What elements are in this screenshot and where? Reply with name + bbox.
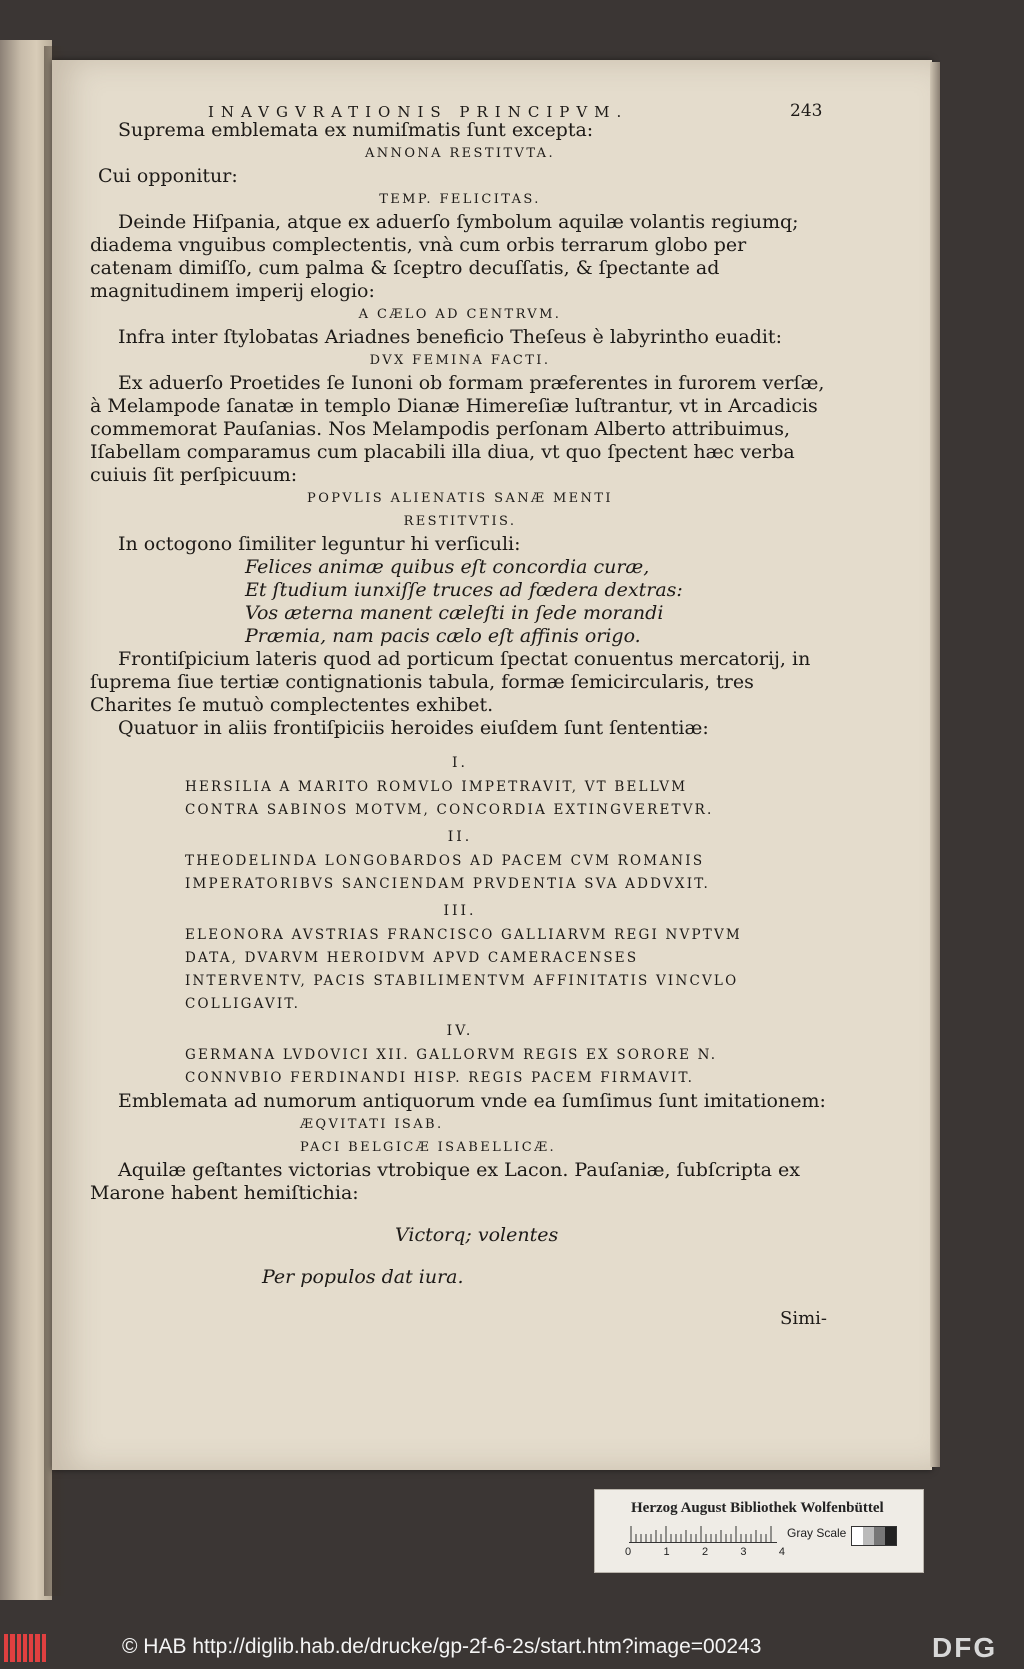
inscription-block: THEODELINDA LONGOBARDOS AD PACEM CVM ROMANIS IMPERATORIBVS SANCIENDAM PRVDENTIA SVA ADDVXIT.: [185, 853, 710, 892]
ruler-number: 3: [740, 1546, 747, 1558]
inscription-block: HERSILIA A MARITO ROMVLO IMPETRAVIT, VT BELLVM CONTRA SABINOS MOTVM, CONCORDIA EXTINGVERETVR.: [185, 779, 714, 818]
verse-line: Et ſtudium iunxiſſe truces ad fœdera dextras:: [245, 579, 683, 601]
source-url[interactable]: © HAB http://diglib.hab.de/drucke/gp-2f-6-2s/start.htm?image=00243: [122, 1635, 762, 1658]
inscription: DVX FEMINA FACTI.: [369, 353, 551, 368]
page-text: [90, 95, 830, 1334]
text-line: Emblemata ad numorum antiquorum vnde ea ſumſimus ſunt imitationem:: [118, 1090, 826, 1112]
gray-scale-swatch: [851, 1526, 897, 1546]
dfg-logo: DFG: [932, 1632, 998, 1663]
text-line: Cui opponitur:: [98, 165, 238, 187]
gray-scale-label: Gray Scale: [787, 1526, 847, 1540]
section-numeral: II.: [447, 829, 473, 845]
inscription: POPVLIS ALIENATIS SANÆ MENTI: [307, 491, 613, 506]
text-line: In octogono ſimiliter leguntur hi verſiculi:: [118, 533, 521, 555]
verse-line: Vos æterna manent cæleſti in ſede morandi: [245, 602, 664, 624]
viewer-footer: [0, 1628, 1024, 1669]
page-number: 243: [790, 101, 823, 121]
section-numeral: I.: [452, 755, 468, 771]
ruler-number: 4: [778, 1546, 785, 1558]
library-stamp: [594, 1489, 924, 1573]
paragraph: Ex aduerſo Proetides ſe Iunoni ob formam præferentes in furorem verſæ, à Melampode ſanatæ in templo Dianæ Himereſiæ luſtrantur, vt in Arcadicis commemorat Pauſanias. Nos Melampodis perſonam Alberto attribuimus, Iſabellam comparamus cum placabili illa diua, vt quo ſpectent hæc verba cuiuis ſit perſpicuum:: [90, 372, 825, 486]
paragraph: Frontiſpicium lateris quod ad porticum ſpectat conuentus mercatorij, in ſuprema ſiue tertiæ contignationis tabula, formæ ſemicircularis, tres Charites ſe mutuò complectentes exhibet.: [90, 648, 811, 716]
inscription: TEMP. FELICITAS.: [379, 192, 541, 207]
section-numeral: IV.: [446, 1023, 474, 1039]
inscription: PACI BELGICÆ ISABELLICÆ.: [300, 1140, 557, 1155]
ruler-number: 0: [625, 1546, 632, 1558]
verse-line: Præmia, nam pacis cælo eſt affinis origo.: [245, 625, 641, 647]
paragraph: Deinde Hiſpania, atque ex aduerſo ſymbolum aquilæ volantis regiumq; diadema vnguibus complectentis, vnà cum orbis terrarum globo per catenam dimiſſo, cum palma & ſceptro decuſſatis, & ſpectante ad magnitudinem imperij elogio:: [90, 211, 799, 302]
ruler-number: 2: [701, 1546, 709, 1558]
page-edge: [930, 62, 940, 1467]
paragraph: Aquilæ geſtantes victorias vtrobique ex Lacon. Pauſaniæ, ſubſcripta ex Marone habent hemiſtichia:: [90, 1159, 800, 1204]
header-title: INAVGVRATIONIS PRINCIPVM.: [208, 103, 629, 121]
ruler: [629, 1522, 777, 1543]
text-line: Infra inter ſtylobatas Ariadnes beneficio Theſeus è labyrintho euadit:: [118, 326, 782, 348]
ruler-number: 1: [663, 1546, 670, 1558]
inscription-block: GERMANA LVDOVICI XII. GALLORVM REGIS EX SORORE N. CONNVBIO FERDINANDI HISP. REGIS PACEM FIRMAVIT.: [185, 1047, 718, 1086]
stamp-title: Herzog August Bibliothek Wolfenbüttel: [631, 1500, 884, 1516]
verse-line: Felices animæ quibus eſt concordia curæ,: [245, 556, 650, 578]
catchword: Simi-: [780, 1308, 827, 1329]
inscription-block: ELEONORA AVSTRIAS FRANCISCO GALLIARVM REGI NVPTVM DATA, DVARVM HEROIDVM APVD CAMERACENSES INTERVENTV, PACIS STABILIMENTVM AFFINITATIS VINCVLO COLLIGAVIT.: [185, 927, 742, 1012]
ruler-numbers: [625, 1546, 785, 1558]
running-header: [90, 95, 830, 119]
verse-line: Victorq; volentes: [395, 1224, 559, 1246]
verse-line: Per populos dat iura.: [262, 1266, 464, 1288]
text-line: Suprema emblemata ex numiſmatis ſunt excepta:: [118, 119, 594, 141]
inscription: A CÆLO AD CENTRVM.: [358, 307, 562, 322]
section-numeral: III.: [443, 903, 477, 919]
ruler-ticks: [629, 1522, 777, 1542]
inscription: ÆQVITATI ISAB.: [300, 1117, 444, 1132]
inscription: ANNONA RESTITVTA.: [364, 146, 556, 161]
inscription: RESTITVTIS.: [403, 514, 517, 529]
hab-logo-icon: [4, 1634, 46, 1662]
text-line: Quatuor in aliis frontiſpiciis heroides eiuſdem ſunt ſententiæ:: [118, 717, 709, 739]
